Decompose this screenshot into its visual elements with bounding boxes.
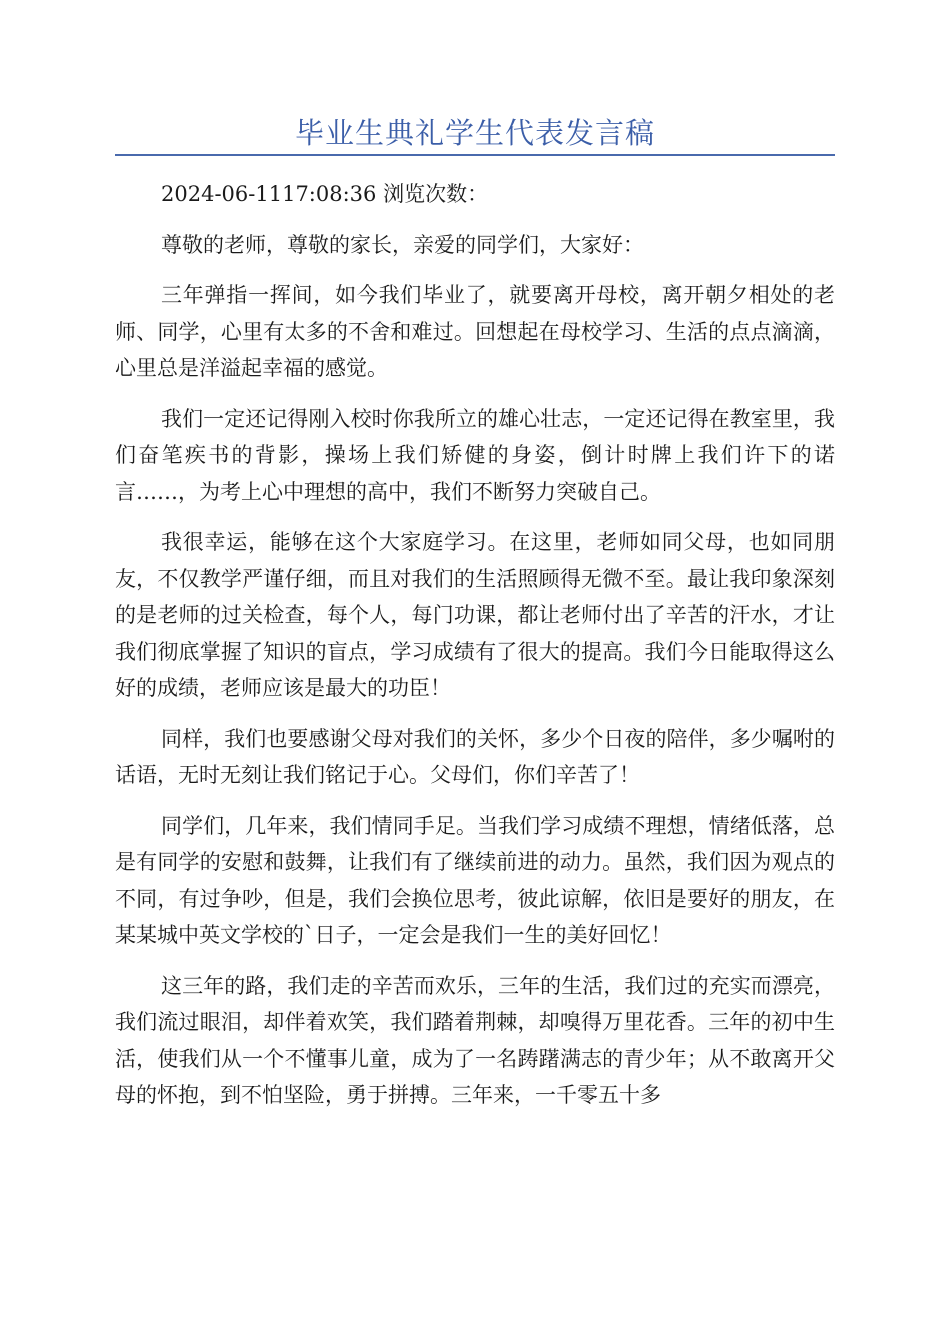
paragraph: 同样，我们也要感谢父母对我们的关怀，多少个日夜的陪伴，多少嘱咐的话语，无时无刻让我们铭记于心。父母们，你们辛苦了！ [115,726,835,787]
paragraph: 三年弹指一挥间，如今我们毕业了，就要离开母校，离开朝夕相处的老师、同学，心里有太多的不舍和难过。回想起在母校学习、生活的点点滴滴，心里总是洋溢起幸福的感觉。 [115,283,835,380]
paragraph: 这三年的路，我们走的辛苦而欢乐，三年的生活，我们过的充实而漂亮，我们流过眼泪，却伴着欢笑，我们踏着荆棘，却嗅得万里花香。三年的初中生活，使我们从一个不懂事儿童，成为了一名踌躇满志的青少年；从不敢离开父母的怀抱，到不怕坚险，勇于拼搏。三年来，一千零五十多 [115,973,835,1107]
paragraph: 我很幸运，能够在这个大家庭学习。在这里，老师如同父母，也如同朋友，不仅教学严谨仔细，而且对我们的生活照顾得无微不至。最让我印象深刻的是老师的过关检查，每个人，每门功课，都让老师付出了辛苦的汗水，才让我们彻底掌握了知识的盲点，学习成绩有了很大的提高。我们今日能取得这么好的成绩，老师应该是最大的功臣！ [115,530,835,700]
publish-meta: 2024-06-1117:08:36 浏览次数： [161,182,489,206]
paragraph-greeting: 尊敬的老师，尊敬的家长，亲爱的同学们，大家好： [161,232,644,257]
document-body [115,176,835,1128]
page-title: 毕业生典礼学生代表发言稿 [294,116,655,150]
paragraph: 同学们，几年来，我们情同手足。当我们学习成绩不理想，情绪低落，总是有同学的安慰和鼓舞，让我们有了继续前进的动力。虽然，我们因为观点的不同，有过争吵，但是，我们会换位思考，彼此谅解，依旧是要好的朋友，在某某城中英文学校的`日子，一定会是我们一生的美好回忆！ [115,813,835,947]
title-divider [115,154,835,156]
paragraph: 我们一定还记得刚入校时你我所立的雄心壮志，一定还记得在教室里，我们奋笔疾书的背影，操场上我们矫健的身姿，倒计时牌上我们许下的诺言……，为考上心中理想的高中，我们不断努力突破自己。 [115,406,835,504]
